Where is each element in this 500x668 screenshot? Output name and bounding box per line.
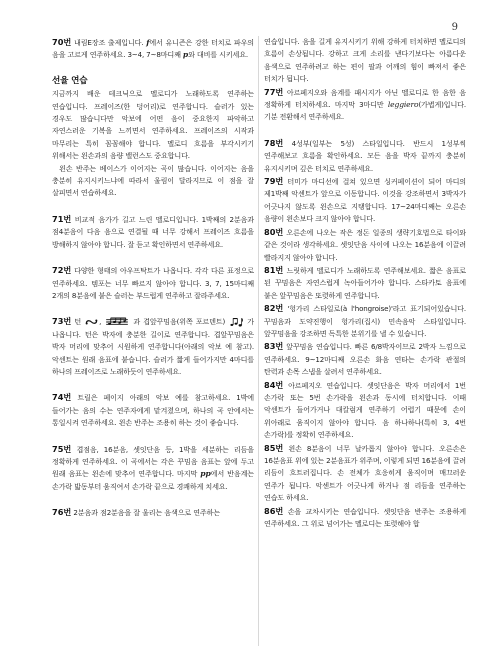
paragraph-melody-accomp: 왼손 반주는 베이스가 이어지는 곡이 많습니다. 이어지는 음을 충분히 유지시키느냐에 따라서 울림이 달라지므로 이 점을 잘 살피면서 연습하세요.	[52, 163, 254, 198]
turn-written-out-notes-icon	[105, 317, 129, 327]
paragraph-85: 85번 왼손 8분음이 너무 날카롭지 않아야 합니다. 오른손은 16분음표 위에 있는 2분음표가 위주며, 이렇게 되면 16분음에 끌려 리듬이 흐트러집니다. 손 전체가 흐응히게 움직이며 매끄러운 연주가 됩니다. 악센트가 어긋나게 하거나 점 리듬을 연주하는 연습도 하세요.	[264, 442, 466, 503]
exercise-number: 79번	[264, 176, 284, 187]
paragraph-76: 76번 2분음과 점2분음을 잘 울리는 음색으로 연주하는	[52, 507, 221, 518]
exercise-number: 76번	[52, 507, 72, 518]
exercise-number: 83번	[264, 341, 284, 352]
tempo-mark: leggiero	[387, 100, 419, 110]
paragraph-82: 82번 '헝가리 스타일로(à l'hongroise)'라고 표기되어있습니다. 꾸밈음과 도약진행이 헝가리(집시) 민속음악 스타일입니다. 앞꾸밈음을 강조하면 독특한 분위기를 낼 수 있습니다.	[264, 303, 466, 338]
exercise-number: 80번	[264, 226, 284, 237]
paragraph-81: 81번 느릿하게 멜로디가 노래하도록 연주해보세요. 짧은 음표로 된 꾸밈음은 자연스럽게 녹아들어가야 합니다. 스타카토 음표에 붙은 앞꾸밈음은 또렷하게 연주합니다.	[264, 264, 466, 300]
paragraph-84: 84번 아르페지오 연습입니다. 셋잇단음은 박자 머리에서 1번 손가락 또는 5번 손가락을 왼손과 동시에 터치합니다. 이때 악센트가 들어가거나 대칼럼게 연주하기 어렵기 때문에 손이 위아래로 움직이지 않아야 합니다. 음 하나하나(특히 3, 4번 손가락)를 정확히 연주하세요.	[264, 379, 466, 440]
exercise-number: 81번	[264, 264, 284, 275]
paragraph-77: 77번 아르페지오와 음계를 패시지가 아닌 멜로디로 한 음한 음 정확하게 터치하세요. 마지막 3마디만 leggiero(가볍게)입니다. 기분 전환해서 연주하세요.	[264, 86, 466, 122]
exercise-number: 78번	[264, 137, 284, 148]
section-heading: 선율 연습	[52, 75, 88, 86]
paragraph-79: 79번 터미가 마디선에 걸쳐 있으면 싱커페이션이 되어 마디의 제1박째 악센트가 앞으로 이동합니다. 이것을 강조하면서 3박자가 어긋나지 않도록 왼손으로 지탱합니다. 17~24마디째는 오른손 음량이 왼손보다 크지 않아야 합니다.	[264, 176, 466, 224]
paragraph-73: 73번 턴 , 과 겹앞꾸밈음(위쪽 포르덴트) 가 나옵니다. 턴은 박자에 충분한 길이로 연주합니다. 겹앞꾸밈음은 박자 머리에 맞추어 시원하게 연주합니다(아래의 악보 예 참고). 악센트는 원래 음표에 붙습니다. 슬러가 짧게 들어가지만 4마디를 하나의 프레이즈로 노래하듯이 연주하세요.	[52, 316, 254, 376]
paragraph-76-continued: 연습입니다. 음을 길게 유지시키기 위해 강하게 터치하면 멜로디의 흐름이 손상됩니다. 강하고 크게 소리를 낸다기보다는 아름다운 음색으로 연주하려고 하는 편이 팔과 어깨의 힘이 빠져서 좋은 터치가 됩니다.	[264, 37, 466, 84]
paragraph-71: 71번 비교적 음가가 길고 느린 멜로디입니다. 1박째의 2분음과 점4분음이 다음 음으로 연결될 때 너무 강해서 프레이즈 흐름을 방해하지 않아야 합니다. 잘 듣고 확인하면서 연주하세요.	[52, 213, 254, 249]
dynamic-mark: f	[146, 38, 150, 47]
column-divider	[258, 36, 259, 646]
paragraph-78: 78번 4성부(일부는 5성) 스타일입니다. 반드시 1성부씩 연주해보고 흐름을 확인하세요. 모든 음을 박자 끝까지 충분히 유지시키며 깊은 터치로 연주하세요.	[264, 137, 466, 173]
exercise-number: 74번	[52, 392, 72, 403]
exercise-number: 82번	[264, 303, 284, 314]
exercise-number: 75번	[52, 443, 72, 454]
dynamic-mark: pp	[200, 469, 211, 479]
paragraph-70: 70번 내림E장조 출제입니다. f에서 유니즌은 강한 터치로 파우의 음을 고르게 연주하세요. 3~4, 7~8마디째 p와 대비를 시키세요.	[52, 37, 254, 60]
page-number: 9	[451, 22, 458, 33]
right-column	[264, 36, 466, 530]
double-appoggiatura-notes-icon	[229, 317, 243, 327]
paragraph-75: 75번 겹점음, 16분음, 셋잇단음 등, 1박을 세분하는 리듬을 정확하게 연주하세요. 이 곡에서는 각은 꾸밈음 음표는 앞에 두고 원래 음표는 왼손에 맞추어 연주합니다. 마지막 pp에서 반음계는 손가락 밟동부터 움직여서 손가락 끝으로 경쾌하게 치세요.	[52, 443, 254, 491]
paragraph-melody-intro: 지금까지 배운 테크닉으로 멜로디가 노래하도록 연주하는 연습입니다. 프레이즈(한 덩어리)로 연주합니다. 슬러가 있는 경우도 많습니다만 악보에 어떤 음이 중요한지 파악하고 자연스러운 기복을 느끼면서 연주하세요. 프레이즈의 시작과 마무리는 특히 꼼꼼해야 합니다. 멜로디 흐름을 부각시키기 위해서는 왼손과의 음량 밸런스도 중요합니다.	[52, 89, 254, 161]
exercise-number: 86번	[264, 505, 284, 516]
paragraph-74: 74번 트릴은 페이지 아래의 악보 예를 참고하세요. 1박에 들어가는 음의 수는 연주자에게 맡겨졌으며, 하나의 곡 안에서는 통일시켜 연주하세요. 왼손 반주는 조용히 하는 것이 좋습니다.	[52, 392, 254, 428]
turn-ornament-icon	[85, 317, 98, 327]
paragraph-80: 80번 오른손에 나오는 작은 정돈 일종의 생략기호법으로 타이와 같은 것이라 생각하세요. 셋잇단음 사이에 나오는 16분음에 이끌려 빨라지지 않아야 합니다.	[264, 226, 466, 262]
left-column	[52, 36, 254, 520]
exercise-number: 84번	[264, 379, 284, 390]
exercise-number: 73번	[52, 316, 72, 327]
dynamic-mark: p	[182, 50, 189, 60]
exercise-number: 71번	[52, 213, 72, 224]
exercise-number: 72번	[52, 265, 72, 276]
paragraph-83: 83번 앞꾸밈음 연습입니다. 빠른 6/8박자이므로 2박자 느낌으로 연주하세요. 9~12마디째 오른손 화음 연타는 손가락 관절의 탄력과 손목 스냅을 살려서 연주하세요.	[264, 341, 466, 377]
exercise-number: 85번	[264, 442, 284, 453]
paragraph-86: 86번 손을 교차시키는 연습입니다. 셋잇단음 반주는 조용하게 연주하세요. 그 위로 넘어가는 멜로디는 또렷해야 합	[264, 505, 466, 529]
exercise-number: 77번	[264, 86, 284, 97]
exercise-number: 70번	[52, 37, 72, 47]
paragraph-72: 72번 다양한 형태의 아우프탁트가 나옵니다. 각각 다른 표정으로 연주하세요. 템포는 너무 빠르지 않아야 합니다. 3, 7, 15마디째 2개의 8분음에 붙은 슬러는 부드럽게 연주하고 잘라주세요.	[52, 265, 254, 300]
